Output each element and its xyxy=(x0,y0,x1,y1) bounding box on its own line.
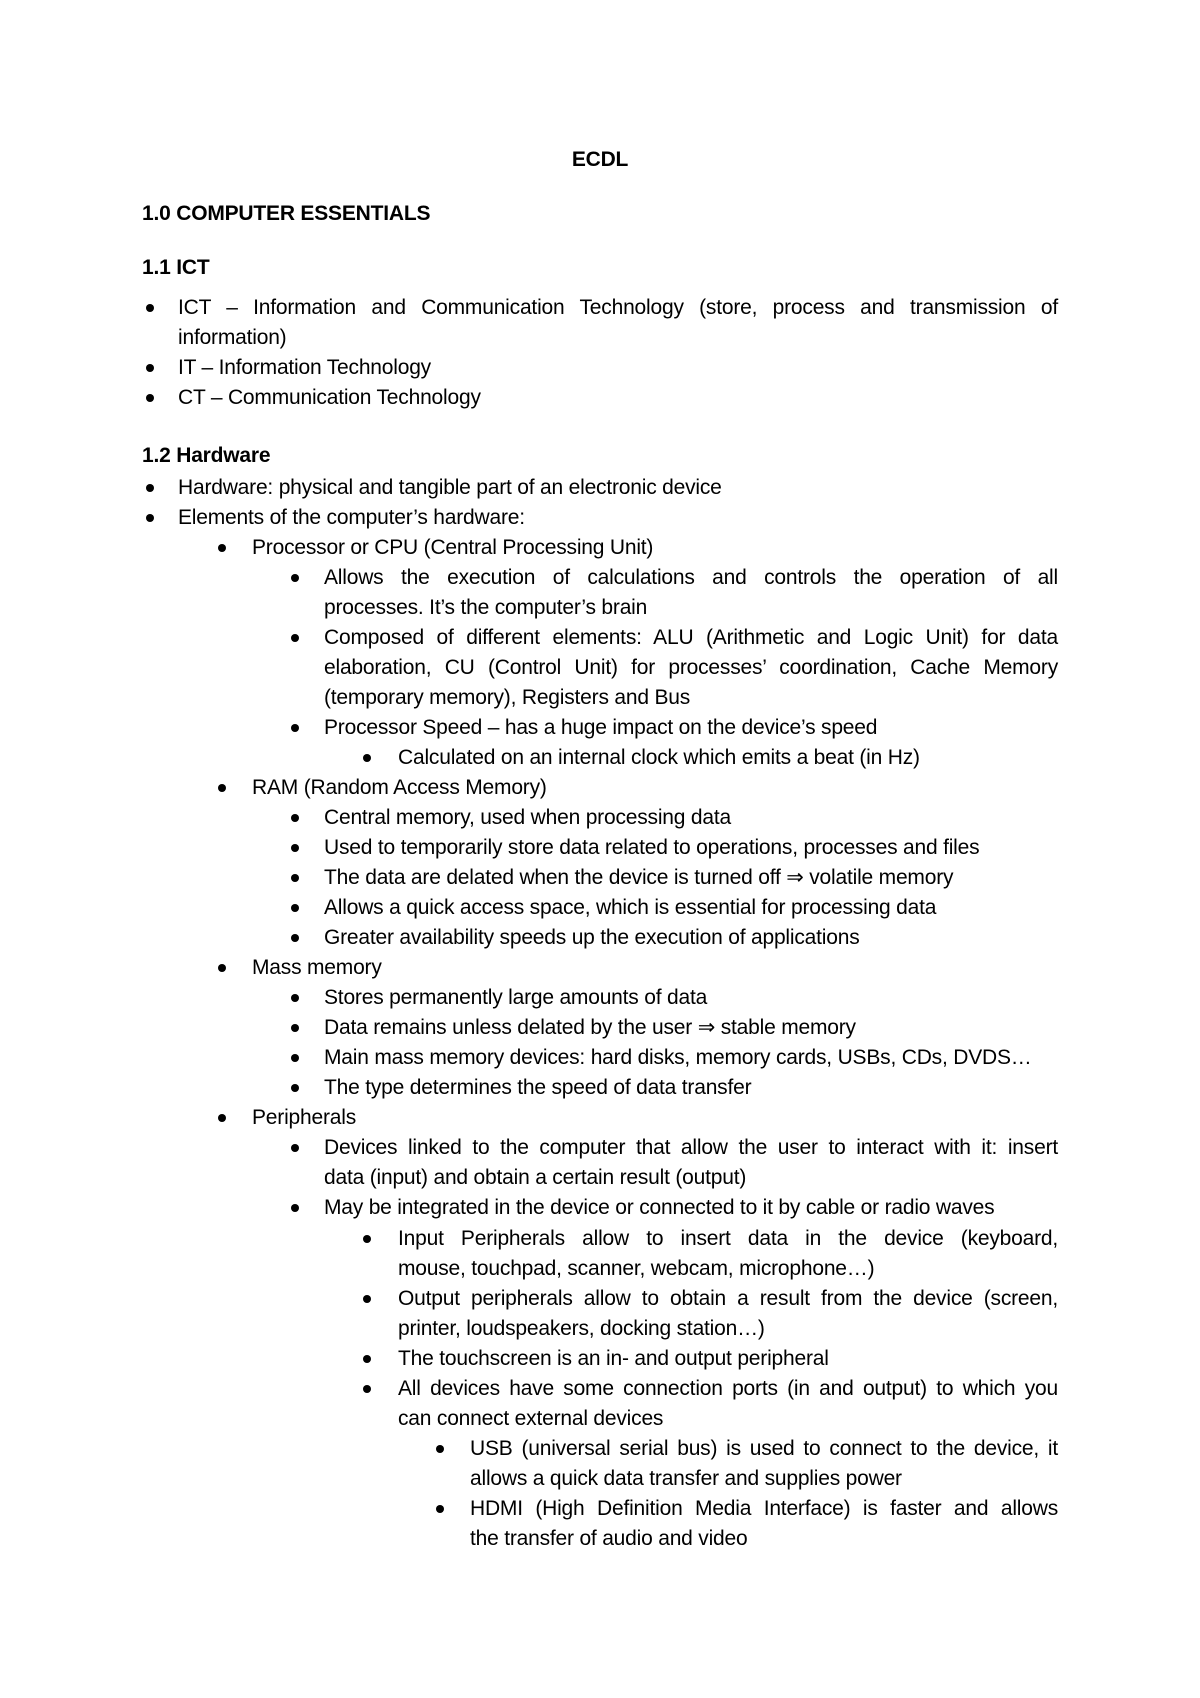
bullet-icon xyxy=(146,484,154,492)
list-item: May be integrated in the device or connected to it by cable or radio waves xyxy=(324,1196,995,1219)
list-item: Composed of different elements: ALU (Arithmetic and Logic Unit) for data xyxy=(324,626,1058,649)
bullet-icon xyxy=(218,1114,226,1122)
list-item: Peripherals xyxy=(252,1106,357,1129)
list-item: Mass memory xyxy=(252,956,382,979)
list-item-continuation: elaboration, CU (Control Unit) for processes’ coordination, Cache Memory xyxy=(324,656,1058,679)
bullet-icon xyxy=(291,994,299,1002)
list-item: The type determines the speed of data transfer xyxy=(324,1076,752,1099)
list-item: Processor Speed – has a huge impact on the device’s speed xyxy=(324,716,878,739)
list-item: Central memory, used when processing data xyxy=(324,806,731,829)
section-heading: 1.0 COMPUTER ESSENTIALS xyxy=(142,202,431,225)
list-item: Hardware: physical and tangible part of an electronic device xyxy=(178,476,722,499)
bullet-icon xyxy=(291,724,299,732)
bullet-icon xyxy=(146,514,154,522)
bullet-icon xyxy=(436,1505,444,1513)
bullet-icon xyxy=(291,1144,299,1152)
bullet-icon xyxy=(291,634,299,642)
bullet-icon xyxy=(291,574,299,582)
list-item: Greater availability speeds up the execution of applications xyxy=(324,926,860,949)
list-item-continuation: mouse, touchpad, scanner, webcam, microphone…) xyxy=(398,1257,875,1280)
list-item: Elements of the computer’s hardware: xyxy=(178,506,525,529)
bullet-icon xyxy=(291,1054,299,1062)
list-item-continuation: data (input) and obtain a certain result (output) xyxy=(324,1166,747,1189)
bullet-icon xyxy=(436,1445,444,1453)
bullet-icon xyxy=(363,1235,371,1243)
list-item: HDMI (High Definition Media Interface) is faster and allows xyxy=(470,1497,1058,1520)
subsection-heading: 1.2 Hardware xyxy=(142,444,271,467)
bullet-icon xyxy=(291,1024,299,1032)
list-item: Processor or CPU (Central Processing Unit) xyxy=(252,536,654,559)
list-item: RAM (Random Access Memory) xyxy=(252,776,547,799)
list-item: CT – Communication Technology xyxy=(178,386,481,409)
list-item-continuation: processes. It’s the computer’s brain xyxy=(324,596,648,619)
list-item: Input Peripherals allow to insert data in the device (keyboard, xyxy=(398,1227,1058,1250)
bullet-icon xyxy=(291,1084,299,1092)
list-item: The data are delated when the device is turned off ⇒ volatile memory xyxy=(324,866,954,889)
list-item: Main mass memory devices: hard disks, memory cards, USBs, CDs, DVDS… xyxy=(324,1046,1032,1069)
bullet-icon xyxy=(146,304,154,312)
bullet-icon xyxy=(363,754,371,762)
bullet-icon xyxy=(291,904,299,912)
list-item-continuation: (temporary memory), Registers and Bus xyxy=(324,686,691,709)
list-item-continuation: allows a quick data transfer and supplies power xyxy=(470,1467,902,1490)
list-item: Devices linked to the computer that allow the user to interact with it: insert xyxy=(324,1136,1058,1159)
bullet-icon xyxy=(363,1355,371,1363)
list-item: Output peripherals allow to obtain a result from the device (screen, xyxy=(398,1287,1058,1310)
list-item: All devices have some connection ports (in and output) to which you xyxy=(398,1377,1058,1400)
list-item: Data remains unless delated by the user ⇒ stable memory xyxy=(324,1016,856,1039)
list-item-continuation: can connect external devices xyxy=(398,1407,664,1430)
bullet-icon xyxy=(218,964,226,972)
list-item-continuation: printer, loudspeakers, docking station…) xyxy=(398,1317,765,1340)
list-item: The touchscreen is an in- and output peripheral xyxy=(398,1347,829,1370)
subsection-heading: 1.1 ICT xyxy=(142,256,210,279)
bullet-icon xyxy=(218,784,226,792)
bullet-icon xyxy=(218,544,226,552)
list-item: Used to temporarily store data related to operations, processes and files xyxy=(324,836,980,859)
bullet-icon xyxy=(291,814,299,822)
bullet-icon xyxy=(146,394,154,402)
bullet-icon xyxy=(291,934,299,942)
list-item: ICT – Information and Communication Technology (store, process and transmission of xyxy=(178,296,1058,319)
bullet-icon xyxy=(146,364,154,372)
bullet-icon xyxy=(291,874,299,882)
list-item: IT – Information Technology xyxy=(178,356,431,379)
bullet-icon xyxy=(363,1295,371,1303)
bullet-icon xyxy=(363,1385,371,1393)
list-item-continuation: the transfer of audio and video xyxy=(470,1527,748,1550)
list-item: USB (universal serial bus) is used to connect to the device, it xyxy=(470,1437,1058,1460)
list-item: Calculated on an internal clock which emits a beat (in Hz) xyxy=(398,746,920,769)
list-item: Stores permanently large amounts of data xyxy=(324,986,708,1009)
list-item: Allows the execution of calculations and controls the operation of all xyxy=(324,566,1058,589)
bullet-icon xyxy=(291,844,299,852)
bullet-icon xyxy=(291,1204,299,1212)
list-item: Allows a quick access space, which is essential for processing data xyxy=(324,896,937,919)
document-title: ECDL xyxy=(571,148,629,171)
list-item-continuation: information) xyxy=(178,326,287,349)
